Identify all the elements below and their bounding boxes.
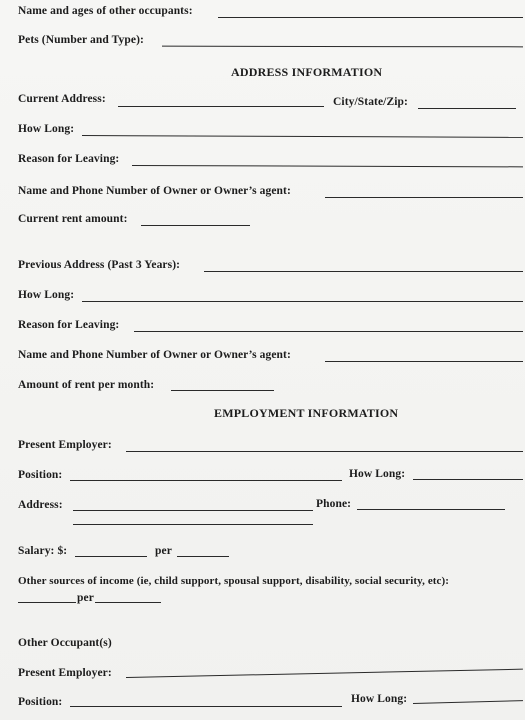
previous-address-label: Previous Address (Past 3 Years):: [18, 259, 181, 271]
employment-how-long-field[interactable]: [413, 479, 523, 480]
employer-address-label: Address:: [18, 499, 63, 511]
employer-address-field-line-1[interactable]: [73, 510, 313, 511]
salary-period-field[interactable]: [177, 556, 229, 557]
other-occupants-heading: Other Occupant(s): [18, 637, 112, 649]
salary-amount-field[interactable]: [75, 556, 147, 557]
how-long-field[interactable]: [82, 135, 523, 138]
city-state-zip-label: City/State/Zip:: [333, 96, 408, 108]
owner-name-phone-field[interactable]: [325, 197, 523, 198]
employment-how-long-label: How Long:: [349, 468, 406, 480]
other-income-label: Other sources of income (ie, child support, spousal support, disability, social security, etc):: [18, 575, 450, 587]
other-income-per-label: per: [77, 592, 94, 604]
other-occupant-position-field[interactable]: [70, 706, 342, 707]
other-income-period-field[interactable]: [95, 602, 161, 603]
previous-reason-for-leaving-label: Reason for Leaving:: [18, 319, 120, 331]
city-state-zip-field[interactable]: [418, 108, 516, 109]
previous-address-field[interactable]: [204, 271, 523, 272]
previous-how-long-label: How Long:: [18, 289, 75, 301]
rent-per-month-field[interactable]: [171, 390, 274, 391]
employer-phone-field[interactable]: [357, 509, 505, 510]
previous-owner-name-phone-label: Name and Phone Number of Owner or Owner’s agent:: [18, 349, 291, 361]
employer-address-field-line-2[interactable]: [73, 524, 313, 525]
other-occupant-present-employer-label: Present Employer:: [18, 667, 112, 679]
current-address-field[interactable]: [118, 106, 324, 107]
current-address-label: Current Address:: [18, 93, 106, 105]
other-occupant-position-label: Position:: [18, 696, 63, 708]
other-occupants-names-field[interactable]: [218, 17, 523, 18]
previous-reason-for-leaving-field[interactable]: [134, 331, 523, 332]
other-occupant-present-employer-field[interactable]: [126, 669, 523, 678]
owner-name-phone-label: Name and Phone Number of Owner or Owner’s agent:: [18, 185, 291, 197]
position-field[interactable]: [70, 480, 342, 481]
employer-phone-label: Phone:: [316, 498, 352, 510]
salary-label: Salary: $:: [18, 545, 68, 557]
address-information-heading: ADDRESS INFORMATION: [231, 65, 383, 79]
salary-per-label: per: [155, 545, 172, 557]
previous-owner-name-phone-field[interactable]: [325, 361, 523, 362]
pets-label: Pets (Number and Type):: [18, 34, 144, 46]
position-label: Position:: [18, 469, 63, 481]
reason-for-leaving-field[interactable]: [132, 165, 523, 167]
reason-for-leaving-label: Reason for Leaving:: [18, 153, 120, 165]
current-rent-label: Current rent amount:: [18, 213, 128, 225]
present-employer-field[interactable]: [126, 451, 523, 452]
rent-per-month-label: Amount of rent per month:: [18, 379, 155, 391]
other-income-amount-field[interactable]: [18, 602, 76, 603]
other-occupant-how-long-field[interactable]: [413, 700, 523, 704]
pets-field[interactable]: [162, 46, 523, 48]
employment-information-heading: EMPLOYMENT INFORMATION: [214, 406, 399, 420]
how-long-label: How Long:: [18, 123, 75, 135]
other-occupants-names-label: Name and ages of other occupants:: [18, 5, 193, 17]
current-rent-field[interactable]: [141, 225, 250, 226]
other-occupant-how-long-label: How Long:: [351, 693, 408, 705]
present-employer-label: Present Employer:: [18, 439, 112, 451]
previous-how-long-field[interactable]: [82, 301, 523, 302]
